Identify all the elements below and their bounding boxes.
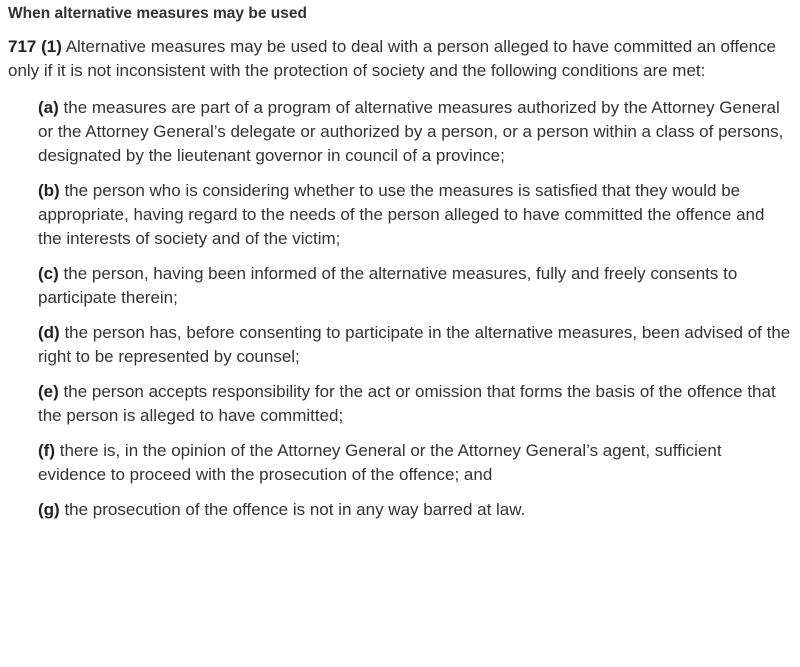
paragraph-c: [38, 262, 792, 310]
paragraph-text: the prosecution of the offence is not in any way barred at law.: [64, 500, 526, 519]
paragraph-text: the person has, before consenting to participate in the alternative measures, been advised of the right to be represented by counsel;: [38, 323, 791, 366]
paragraph-label: (g): [38, 500, 60, 519]
paragraph-label: (c): [38, 264, 59, 283]
paragraph-text: the measures are part of a program of alternative measures authorized by the Attorney General or the Attorney General’s delegate or authorized by a person, or a person within a class of persons, designated by the lieutenant governor in council of a province;: [38, 98, 784, 165]
marginal-note-heading: When alternative measures may be used: [8, 5, 307, 22]
paragraph-label: (b): [38, 181, 60, 200]
paragraph-a: [38, 96, 792, 168]
paragraph-text: the person accepts responsibility for the act or omission that forms the basis of the offence that the person is alleged to have committed;: [38, 382, 776, 425]
section-text: Alternative measures may be used to deal with a person alleged to have committed an offence only if it is not inconsistent with the protection of society and the following conditions are met:: [8, 37, 777, 80]
subsection-number: (1): [41, 37, 62, 56]
paragraph-d: [38, 321, 792, 369]
paragraph-label: (f): [38, 441, 55, 460]
paragraph-text: the person, having been informed of the alternative measures, fully and freely consents to participate therein;: [38, 264, 738, 307]
paragraph-label: (e): [38, 382, 59, 401]
paragraph-list: [38, 96, 792, 522]
section-717-1: [8, 35, 792, 83]
paragraph-g: [38, 498, 792, 522]
section-number: 717: [8, 37, 37, 56]
paragraph-f: [38, 439, 792, 487]
paragraph-b: [38, 179, 792, 251]
paragraph-text: the person who is considering whether to use the measures is satisfied that they would be appropriate, having regard to the needs of the person alleged to have committed the offence and the interests of society and of the victim;: [38, 181, 765, 248]
paragraph-text: there is, in the opinion of the Attorney General or the Attorney General’s agent, sufficient evidence to proceed with the prosecution of the offence; and: [38, 441, 722, 484]
paragraph-e: [38, 380, 792, 428]
paragraph-label: (d): [38, 323, 60, 342]
paragraph-label: (a): [38, 98, 59, 117]
